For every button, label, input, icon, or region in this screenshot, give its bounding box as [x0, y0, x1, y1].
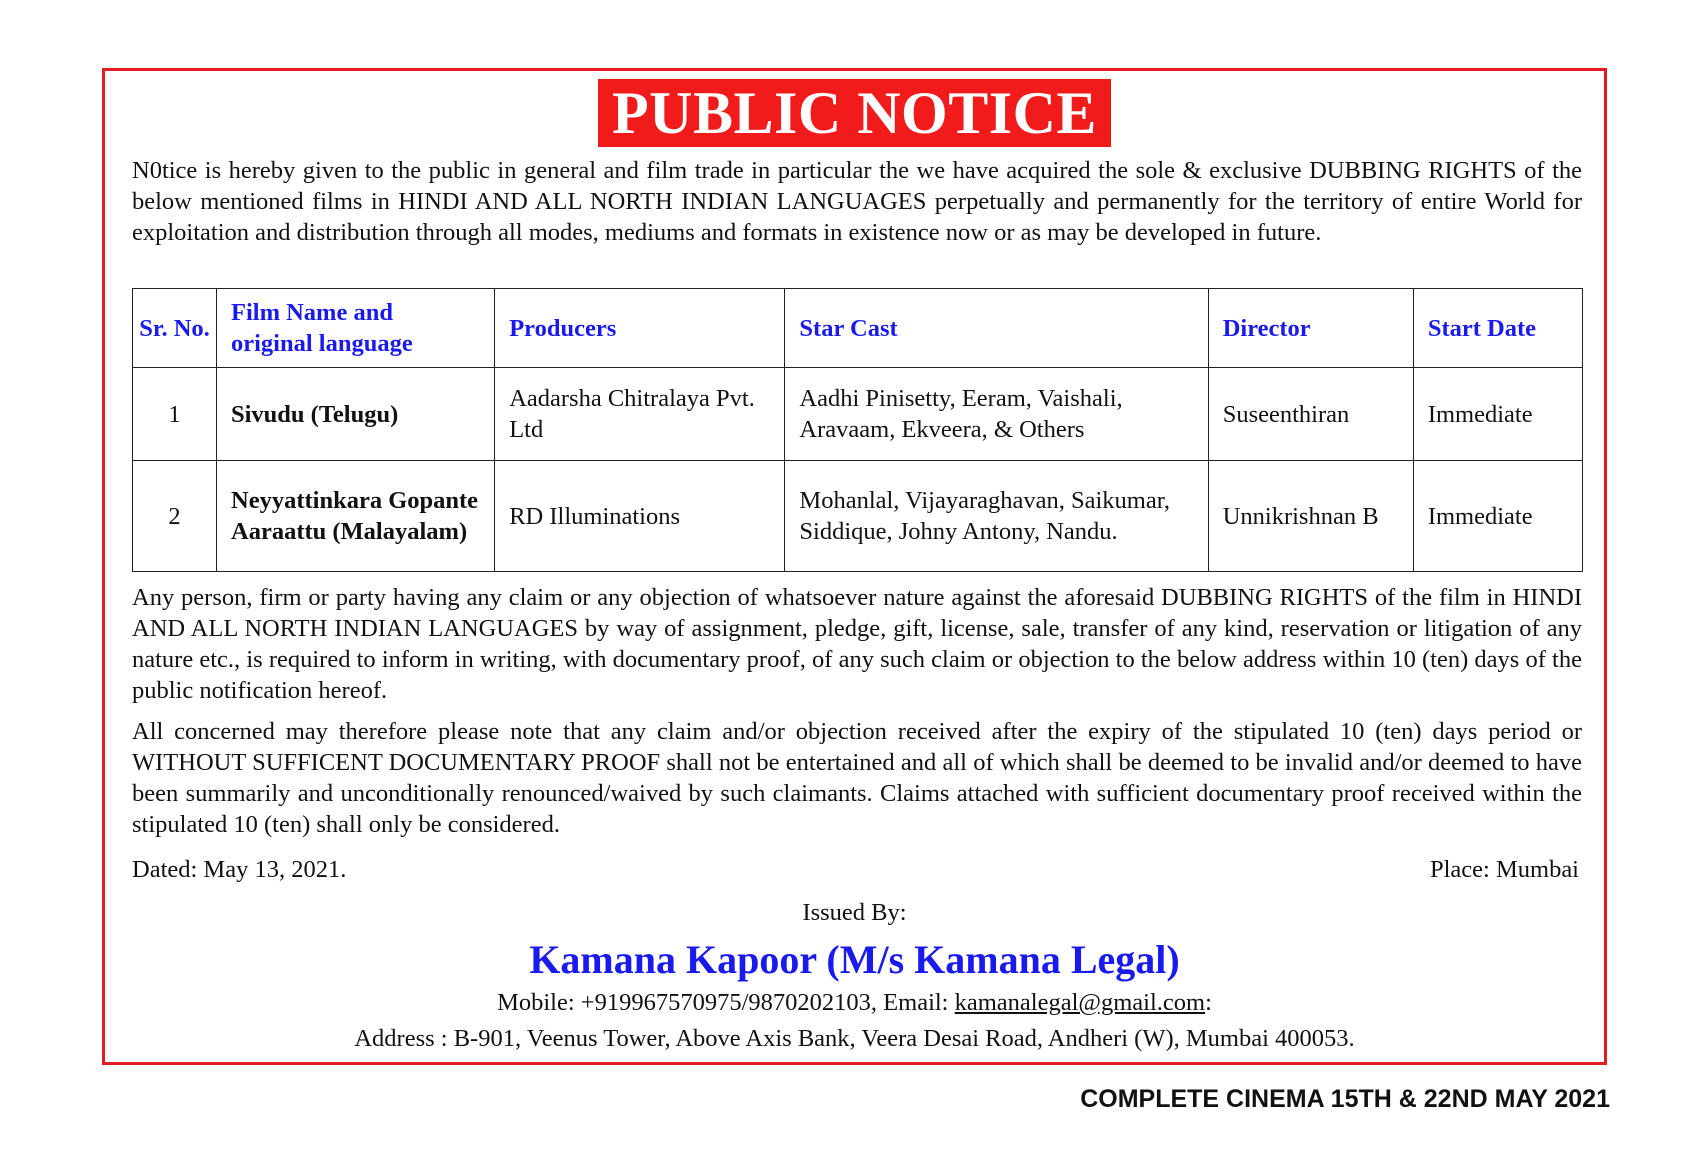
- claim-paragraph: Any person, firm or party having any claim or any objection of whatsoever nature against the aforesaid DUBBING RIGHTS of the film in HINDI AND ALL NORTH INDIAN LANGUAGES by way of assignment, pledge, gift, license, sale, transfer of any kind, reservation or litigation of any nature etc., is required to inform in writing, with documentary proof, of any such claim or objection to the below address within 10 (ten) days of the public notification hereof.: [132, 584, 1582, 704]
- cell-sr-no: 1: [133, 368, 217, 461]
- header-star-cast: Star Cast: [785, 289, 1208, 368]
- header-director: Director: [1208, 289, 1413, 368]
- cell-sr-no: 2: [133, 461, 217, 572]
- cell-director: Suseenthiran: [1208, 368, 1413, 461]
- cell-film-name: Neyyattinkara Gopante Aaraattu (Malayalam): [217, 461, 495, 572]
- cell-star-cast: Aadhi Pinisetty, Eeram, Vaishali, Aravaam, Ekveera, & Others: [785, 368, 1208, 461]
- intro-paragraph: N0tice is hereby given to the public in general and film trade in particular the we have acquired the sole & exclusive DUBBING RIGHTS of the below mentioned films in HINDI AND ALL NORTH INDIAN LANGUAGES perpetually and permanently for the territory of entire World for exploitation and distribution through all modes, mediums and formats in existence now or as may be developed in future.: [132, 157, 1582, 246]
- cell-director: Unnikrishnan B: [1208, 461, 1413, 572]
- cell-film-name: Sivudu (Telugu): [217, 368, 495, 461]
- header-start-date: Start Date: [1413, 289, 1582, 368]
- cell-producers: RD Illuminations: [495, 461, 785, 572]
- contact-line: [105, 989, 1604, 1017]
- place-line: Place: Mumbai: [1429, 856, 1579, 883]
- table-row: [133, 368, 1583, 461]
- table-row: [133, 461, 1583, 572]
- cell-start-date: Immediate: [1413, 461, 1582, 572]
- address-line: Address : B-901, Veenus Tower, Above Axis Bank, Veera Desai Road, Andheri (W), Mumbai 400053.: [354, 1025, 1355, 1052]
- title-wrap: [105, 79, 1604, 147]
- contact-suffix: :: [1205, 989, 1212, 1016]
- cell-producers: Aadarsha Chitralaya Pvt. Ltd: [495, 368, 785, 461]
- dated-line: Dated: May 13, 2021.: [132, 856, 347, 883]
- concern-paragraph: All concerned may therefore please note that any claim and/or objection received after the expiry of the stipulated 10 (ten) days period or WITHOUT SUFFICENT DOCUMENTARY PROOF shall not be entertained and all of which shall be deemed to be invalid and/or deemed to have been summarily and unconditionally renounced/waived by such claimants. Claims attached with sufficient documentary proof received within the stipulated 10 (ten) shall only be considered.: [132, 718, 1582, 838]
- header-film-name: Film Name and original language: [217, 289, 495, 368]
- issuer-name: Kamana Kapoor (M/s Kamana Legal): [529, 937, 1180, 982]
- header-sr-no: Sr. No.: [133, 289, 217, 368]
- films-table: [132, 288, 1583, 572]
- mobile-text: Mobile: +919967570975/9870202103, Email:: [497, 989, 955, 1016]
- table-header-row: [133, 289, 1583, 368]
- email-link[interactable]: kamanalegal@gmail.com: [954, 989, 1206, 1016]
- cell-start-date: Immediate: [1413, 368, 1582, 461]
- notice-title: PUBLIC NOTICE: [598, 79, 1111, 147]
- public-notice-box: [102, 68, 1607, 1065]
- issued-by-label: Issued By:: [802, 899, 907, 926]
- publication-footer: COMPLETE CINEMA 15TH & 22ND MAY 2021: [1080, 1085, 1610, 1113]
- header-producers: Producers: [495, 289, 785, 368]
- cell-star-cast: Mohanlal, Vijayaraghavan, Saikumar, Siddique, Johny Antony, Nandu.: [785, 461, 1208, 572]
